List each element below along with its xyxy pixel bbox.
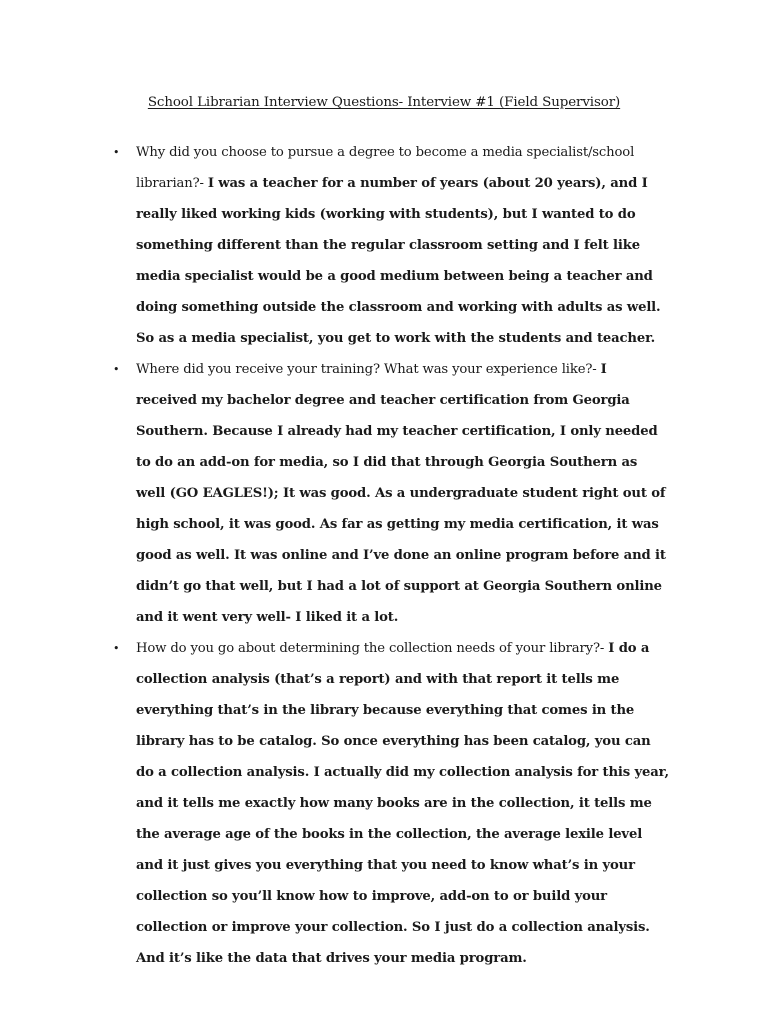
interview-item-1 bbox=[110, 137, 670, 354]
bullet-icon: • bbox=[113, 146, 120, 159]
interview-item-3 bbox=[110, 633, 670, 974]
interview-item-2 bbox=[110, 354, 670, 633]
answer-text: I received my bachelor degree and teacher certification from Georgia Southern. Because I already had my teacher certification, I only needed to do an add-on for media, so I did that through Georgia Southern as well (GO EAGLES!); It was good. As a undergraduate student right out of high school, it was good. As far as getting my media certification, it was good as well. It was online and I’ve done an online program before and it didn’t go that well, but I had a lot of support at Georgia Southern online and it went very well- I liked it a lot. bbox=[136, 362, 666, 625]
bullet-icon: • bbox=[113, 363, 120, 376]
interview-question-list bbox=[110, 137, 670, 974]
question-text: Where did you receive your training? What was your experience like?- bbox=[136, 362, 601, 377]
answer-text: I was a teacher for a number of years (about 20 years), and I really liked working kids (working with students), but I wanted to do something different than the regular classroom setting and I felt like media specialist would be a good medium between being a teacher and doing something outside the classroom and working with adults as well. So as a media specialist, you get to work with the students and teacher. bbox=[136, 176, 661, 346]
answer-text: I do a collection analysis (that’s a report) and with that report it tells me everything that’s in the library because everything that comes in the library has to be catalog. So once everything has been catalog, you can do a collection analysis. I actually did my collection analysis for this year, and it tells me exactly how many books are in the collection, it tells me the average age of the books in the collection, the average lexile level and it just gives you everything that you need to know what’s in your collection so you’ll know how to improve, add-on to or build your collection or improve your collection. So I just do a collection analysis. And it’s like the data that drives your media program. bbox=[136, 641, 669, 966]
question-text: Why did you choose to pursue a degree to become a media specialist/school librarian?- bbox=[136, 145, 635, 191]
document-title: School Librarian Interview Questions- Interview #1 (Field Supervisor) bbox=[147, 95, 621, 110]
bullet-icon: • bbox=[113, 642, 120, 655]
question-text: How do you go about determining the collection needs of your library?- bbox=[136, 641, 609, 656]
